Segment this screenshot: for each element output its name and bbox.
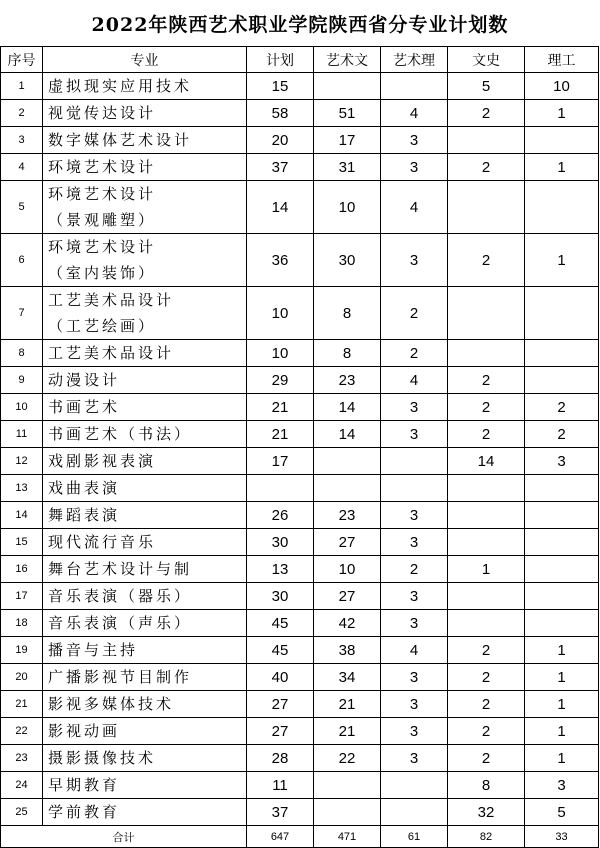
header-cell-plan: 计划 [247,47,314,73]
total-art-sci: 61 [381,826,448,848]
major-line: 工艺美术品设计 [48,344,175,362]
row-major [43,234,247,287]
row-major [43,772,247,799]
table-row [1,73,599,100]
row-lit: 8 [448,772,525,799]
row-art-sci: 3 [381,583,448,610]
row-index: 25 [1,799,43,826]
row-plan: 29 [247,367,314,394]
row-art-sci: 3 [381,421,448,448]
row-art-lit: 10 [314,556,381,583]
major-line: 舞台艺术设计与制 [48,560,193,578]
row-art-lit [314,799,381,826]
table-row [1,772,599,799]
major-line: 数字媒体艺术设计 [48,131,193,149]
major-line: 早期教育 [48,776,121,794]
row-sci: 10 [525,73,599,100]
row-major [43,127,247,154]
row-sci [525,475,599,502]
table-row [1,287,599,340]
row-art-lit [314,448,381,475]
row-index: 14 [1,502,43,529]
major-line: 广播影视节目制作 [48,668,193,686]
row-sci [525,529,599,556]
major-line: 视觉传达设计 [48,104,157,122]
row-sci: 3 [525,772,599,799]
row-art-lit: 21 [314,718,381,745]
row-art-lit: 27 [314,583,381,610]
row-art-lit: 14 [314,421,381,448]
table-row [1,610,599,637]
row-major [43,421,247,448]
row-lit: 2 [448,154,525,181]
row-sci: 2 [525,394,599,421]
row-art-sci: 3 [381,394,448,421]
row-lit: 2 [448,367,525,394]
row-art-sci [381,799,448,826]
row-art-lit: 21 [314,691,381,718]
table-row [1,181,599,234]
row-major [43,529,247,556]
table-row [1,637,599,664]
row-lit: 5 [448,73,525,100]
row-major [43,502,247,529]
major-line: 影视动画 [48,722,121,740]
table-body [1,73,599,826]
row-art-lit: 23 [314,367,381,394]
row-sci [525,181,599,234]
page-title: 2022年陕西艺术职业学院陕西省分专业计划数 [91,13,509,36]
row-index: 5 [1,181,43,234]
row-plan: 58 [247,100,314,127]
row-art-sci: 3 [381,745,448,772]
row-art-sci [381,73,448,100]
row-index: 4 [1,154,43,181]
row-index: 20 [1,664,43,691]
row-art-lit: 42 [314,610,381,637]
row-art-lit: 38 [314,637,381,664]
total-label: 合计 [1,826,247,848]
row-sci: 1 [525,718,599,745]
row-major [43,475,247,502]
row-lit [448,181,525,234]
row-plan [247,475,314,502]
row-art-sci: 3 [381,502,448,529]
row-index: 24 [1,772,43,799]
row-art-lit: 8 [314,287,381,340]
row-major [43,745,247,772]
table-row [1,100,599,127]
major-line: 学前教育 [48,803,121,821]
row-plan: 27 [247,718,314,745]
major-line: 环境艺术设计 [48,238,157,256]
header-cell-art-lit: 艺术文 [314,47,381,73]
table-row [1,799,599,826]
row-major [43,691,247,718]
row-sci: 1 [525,664,599,691]
header-cell-sci: 理工 [525,47,599,73]
major-line: 音乐表演（声乐） [48,614,193,632]
major-line: 环境艺术设计 [48,158,157,176]
row-plan: 17 [247,448,314,475]
row-index: 10 [1,394,43,421]
row-plan: 14 [247,181,314,234]
total-sci: 33 [525,826,599,848]
major-line: 书画艺术（书法） [48,425,193,443]
table-row [1,421,599,448]
row-index: 6 [1,234,43,287]
row-art-sci: 3 [381,234,448,287]
row-plan: 20 [247,127,314,154]
row-plan: 11 [247,772,314,799]
table-row [1,664,599,691]
row-plan: 10 [247,287,314,340]
row-sci [525,556,599,583]
row-sci: 1 [525,100,599,127]
row-major [43,799,247,826]
row-index: 21 [1,691,43,718]
row-lit [448,127,525,154]
major-line: 戏剧影视表演 [48,452,157,470]
row-major [43,448,247,475]
row-sci [525,127,599,154]
header-cell-index: 序号 [1,47,43,73]
header-cell-major: 专业 [43,47,247,73]
major-line: 书画艺术 [48,398,121,416]
row-art-lit: 8 [314,340,381,367]
row-art-lit: 34 [314,664,381,691]
row-art-lit: 51 [314,100,381,127]
row-sci: 1 [525,234,599,287]
row-major [43,340,247,367]
row-major [43,154,247,181]
row-sci [525,610,599,637]
total-plan: 647 [247,826,314,848]
row-major [43,718,247,745]
row-sci: 3 [525,448,599,475]
row-index: 15 [1,529,43,556]
table-row [1,154,599,181]
row-lit [448,340,525,367]
row-index: 7 [1,287,43,340]
row-sci: 2 [525,421,599,448]
row-art-sci: 4 [381,367,448,394]
major-line: 影视多媒体技术 [48,695,175,713]
row-art-sci: 3 [381,154,448,181]
row-sci [525,502,599,529]
row-index: 19 [1,637,43,664]
row-sci: 1 [525,691,599,718]
row-art-sci: 4 [381,637,448,664]
table-row [1,583,599,610]
row-index: 17 [1,583,43,610]
total-art-lit: 471 [314,826,381,848]
row-plan: 15 [247,73,314,100]
row-art-sci: 2 [381,556,448,583]
row-major [43,556,247,583]
row-sci [525,287,599,340]
row-lit: 1 [448,556,525,583]
row-index: 16 [1,556,43,583]
row-sci: 1 [525,637,599,664]
row-plan: 10 [247,340,314,367]
row-art-lit: 31 [314,154,381,181]
table-row [1,502,599,529]
table-row [1,556,599,583]
row-plan: 30 [247,529,314,556]
row-index: 12 [1,448,43,475]
major-line: 环境艺术设计 [48,185,157,203]
row-art-lit: 23 [314,502,381,529]
row-art-lit: 22 [314,745,381,772]
major-line: （室内装饰） [48,264,157,282]
row-art-sci: 3 [381,529,448,556]
row-art-lit: 17 [314,127,381,154]
row-art-sci: 3 [381,691,448,718]
major-line: 播音与主持 [48,641,139,659]
row-major [43,610,247,637]
row-plan: 45 [247,610,314,637]
row-art-sci: 3 [381,127,448,154]
row-lit: 14 [448,448,525,475]
table-row [1,475,599,502]
row-major [43,394,247,421]
row-major [43,100,247,127]
row-lit [448,475,525,502]
row-sci [525,340,599,367]
major-line: 音乐表演（器乐） [48,587,193,605]
row-lit [448,502,525,529]
total-lit: 82 [448,826,525,848]
row-plan: 13 [247,556,314,583]
row-plan: 27 [247,691,314,718]
row-index: 2 [1,100,43,127]
row-sci [525,367,599,394]
row-art-sci [381,448,448,475]
table-row [1,691,599,718]
row-plan: 21 [247,394,314,421]
row-major [43,367,247,394]
row-art-sci: 3 [381,664,448,691]
header-row [1,47,599,73]
row-plan: 37 [247,799,314,826]
row-major [43,73,247,100]
row-sci: 1 [525,154,599,181]
table-row [1,529,599,556]
major-line: （景观雕塑） [48,211,157,229]
row-art-lit [314,73,381,100]
row-plan: 28 [247,745,314,772]
row-index: 18 [1,610,43,637]
row-lit: 2 [448,100,525,127]
row-art-sci: 3 [381,610,448,637]
row-lit: 2 [448,718,525,745]
row-index: 22 [1,718,43,745]
row-lit: 32 [448,799,525,826]
row-major [43,181,247,234]
table-row [1,745,599,772]
row-lit [448,610,525,637]
row-art-sci [381,475,448,502]
major-line: 工艺美术品设计 [48,291,175,309]
row-lit: 2 [448,664,525,691]
row-art-lit [314,475,381,502]
row-art-lit [314,772,381,799]
major-line: 现代流行音乐 [48,533,157,551]
row-plan: 37 [247,154,314,181]
row-lit: 2 [448,234,525,287]
table-row [1,367,599,394]
row-plan: 36 [247,234,314,287]
row-lit [448,583,525,610]
major-line: 舞蹈表演 [48,506,121,524]
row-index: 3 [1,127,43,154]
major-line: 虚拟现实应用技术 [48,77,193,95]
row-art-sci: 2 [381,287,448,340]
major-line: （工艺绘画） [48,317,157,335]
table-row [1,234,599,287]
row-index: 9 [1,367,43,394]
table-row [1,340,599,367]
header-cell-art-sci: 艺术理 [381,47,448,73]
table-row [1,127,599,154]
total-row [1,826,599,848]
major-line: 戏曲表演 [48,479,121,497]
row-plan: 26 [247,502,314,529]
row-lit: 2 [448,691,525,718]
table-row [1,718,599,745]
row-major [43,583,247,610]
plan-table [0,46,599,848]
row-plan: 45 [247,637,314,664]
row-index: 13 [1,475,43,502]
row-sci: 5 [525,799,599,826]
row-lit [448,287,525,340]
row-index: 23 [1,745,43,772]
row-art-lit: 14 [314,394,381,421]
table-row [1,448,599,475]
row-lit: 2 [448,745,525,772]
row-art-sci [381,772,448,799]
row-major [43,637,247,664]
major-line: 摄影摄像技术 [48,749,157,767]
table-row [1,394,599,421]
row-index: 8 [1,340,43,367]
row-sci [525,583,599,610]
row-art-sci: 4 [381,100,448,127]
major-line: 动漫设计 [48,371,121,389]
row-index: 11 [1,421,43,448]
row-plan: 40 [247,664,314,691]
row-art-sci: 3 [381,718,448,745]
row-index: 1 [1,73,43,100]
row-major [43,664,247,691]
row-lit: 2 [448,421,525,448]
row-lit: 2 [448,394,525,421]
row-major [43,287,247,340]
row-art-sci: 2 [381,340,448,367]
header-cell-lit: 文史 [448,47,525,73]
row-art-sci: 4 [381,181,448,234]
row-lit: 2 [448,637,525,664]
row-plan: 30 [247,583,314,610]
row-art-lit: 30 [314,234,381,287]
row-sci: 1 [525,745,599,772]
row-art-lit: 27 [314,529,381,556]
row-lit [448,529,525,556]
row-art-lit: 10 [314,181,381,234]
row-plan: 21 [247,421,314,448]
